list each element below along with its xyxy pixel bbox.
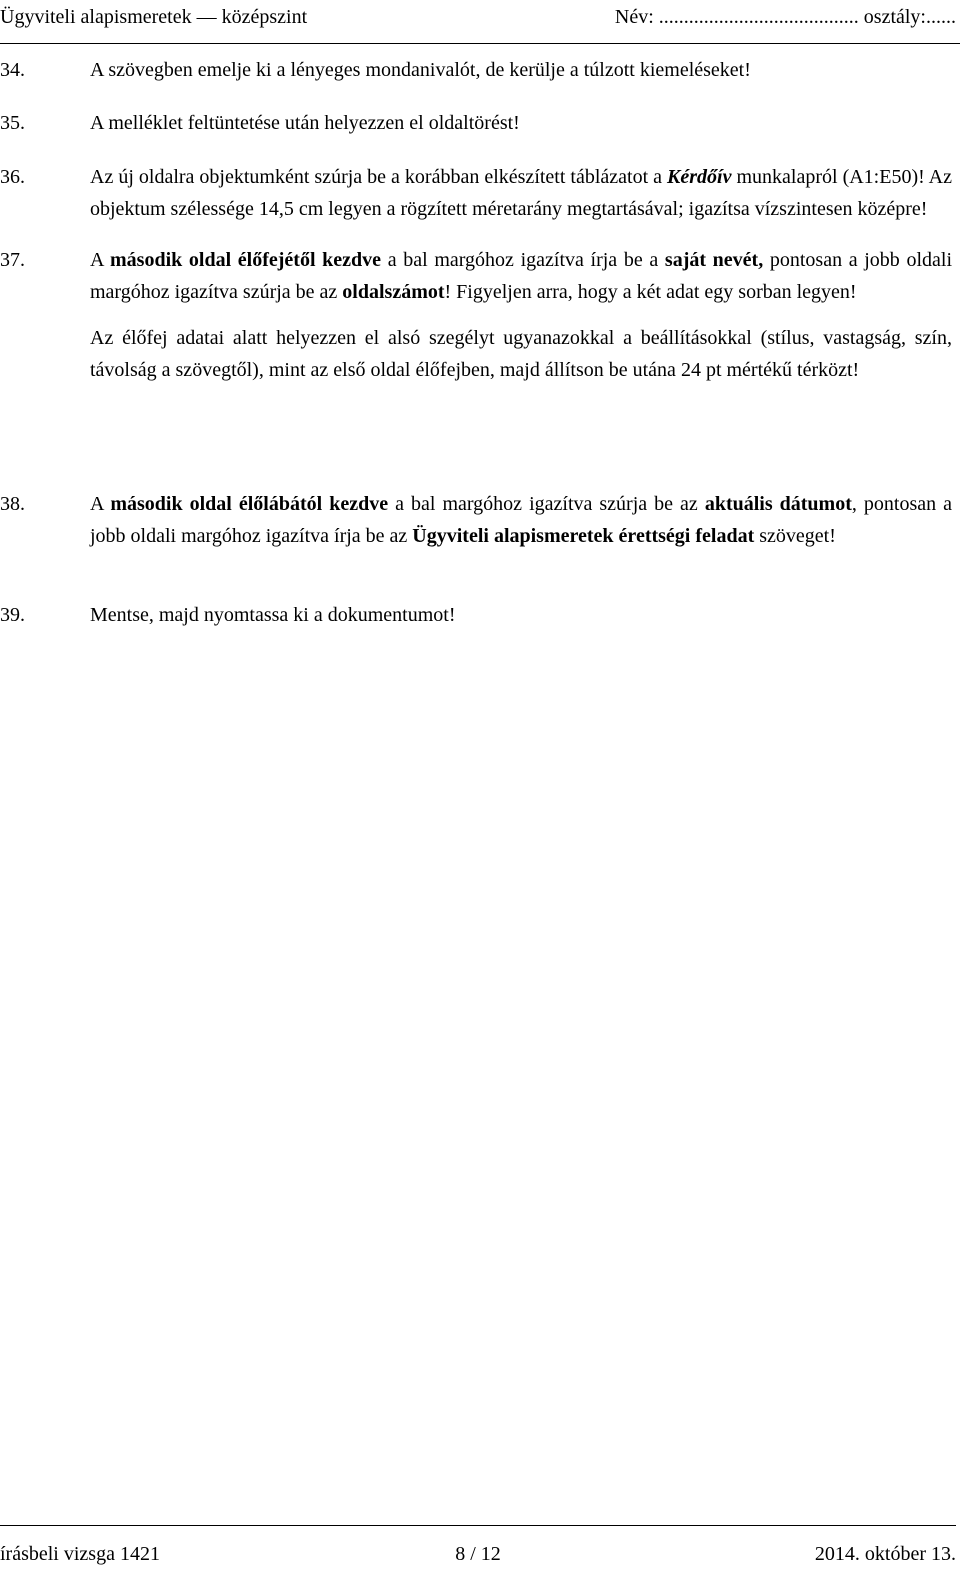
sheet-name: Kérdőív	[667, 166, 732, 188]
footer-page-number: 8 / 12	[455, 1543, 501, 1565]
task-number: 34.	[0, 59, 25, 81]
header-title: Ügyviteli alapismeretek — középszint	[0, 6, 308, 28]
footer-date: 2014. október 13.	[814, 1543, 956, 1565]
footer-exam-id: írásbeli vizsga 1421	[0, 1543, 160, 1565]
task-number: 35.	[0, 112, 25, 134]
task-text: Mentse, majd nyomtassa ki a dokumentumot!	[90, 604, 456, 626]
task-item-36	[0, 161, 952, 225]
page-header	[0, 0, 960, 44]
task-text: A második oldal élőfejétől kezdve a bal margóhoz igazítva írja be a saját nevét, pontosan a jobb oldali margóhoz igazítva szúrja be az oldalszámot! Figyeljen arra, hogy a két adat egy sorban legyen!	[90, 249, 953, 303]
page-footer	[0, 1538, 956, 1574]
task-number: 37.	[0, 249, 25, 271]
header-name-field: Név: ........................................ osztály:......	[614, 6, 956, 28]
task-text: Az új oldalra objektumként szúrja be a korábban elkészített táblázatot a Kérdőív munkalapról (A1:E50)! Az objektum szélessége 14,5 cm legyen a rögzített méretarány megtartásával; igazítsa vízszintesen középre!	[90, 166, 952, 220]
task-item-34	[0, 54, 952, 86]
task-item-38	[0, 488, 952, 552]
task-text: A melléklet feltüntetése után helyezzen el oldaltörést!	[90, 112, 520, 134]
footer-divider	[0, 1525, 956, 1526]
task-number: 38.	[0, 493, 25, 515]
task-text-secondary: Az élőfej adatai alatt helyezzen el alsó szegélyt ugyanazokkal a beállításokkal (stílus, vastagság, szín, távolság a szövegtől), mint az első oldal élőfejben, majd állítson be utána 24 pt mértékű térközt!	[90, 327, 952, 381]
task-text: A második oldal élőlábától kezdve a bal margóhoz igazítva szúrja be az aktuális dátumot, pontosan a jobb oldali margóhoz igazítva írja be az Ügyviteli alapismeretek érettségi feladat szöveget!	[90, 493, 952, 547]
task-item-35	[0, 107, 952, 139]
task-item-37	[0, 244, 952, 386]
task-number: 36.	[0, 166, 25, 188]
task-number: 39.	[0, 604, 25, 626]
task-text: A szövegben emelje ki a lényeges mondanivalót, de kerülje a túlzott kiemeléseket!	[90, 59, 751, 81]
task-item-39	[0, 599, 952, 631]
